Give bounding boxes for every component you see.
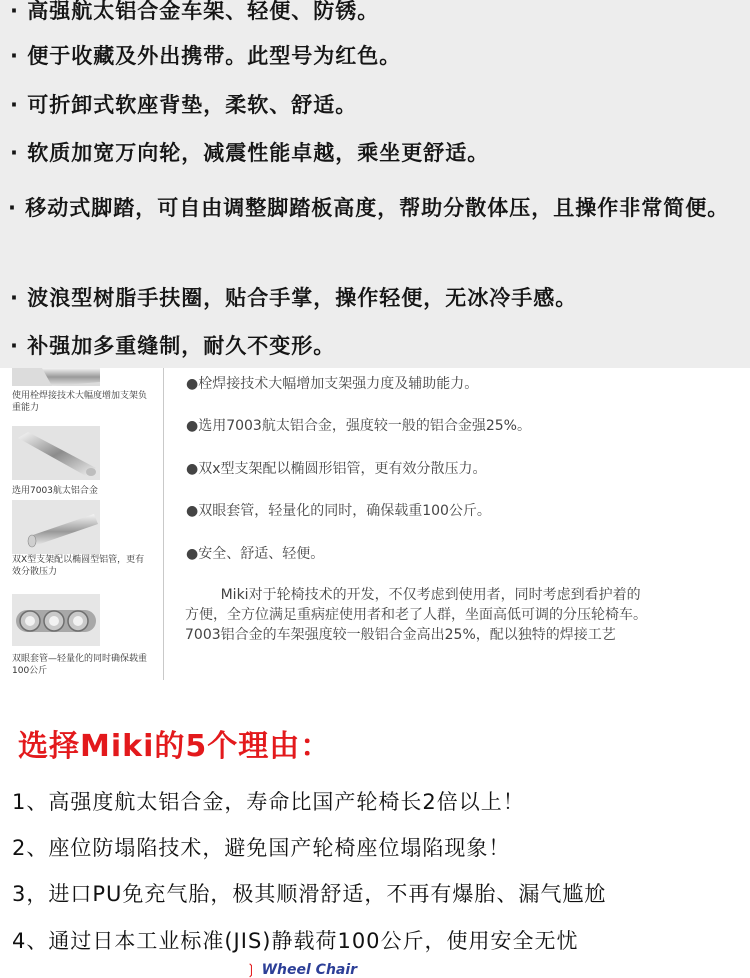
feature-item: · 可折卸式软座背垫，柔软、舒适。 bbox=[10, 93, 358, 117]
feature-item: · 软质加宽万向轮，减震性能卓越，乘坐更舒适。 bbox=[10, 141, 490, 165]
thumbnail-caption: 使用栓焊接技术大幅度增加支架负重能力 bbox=[12, 391, 148, 413]
reason-item: 4、通过日本工业标准(JIS)静载荷100公斤，使用安全无忧 bbox=[12, 929, 579, 953]
oval-tube-icon bbox=[12, 500, 100, 554]
aluminum-tube-icon bbox=[12, 426, 100, 480]
feature-item: · 便于收藏及外出携带。此型号为红色。 bbox=[10, 44, 402, 68]
tech-bullet: ●双x型支架配以椭圆形铝管，更有效分散压力。 bbox=[186, 461, 487, 477]
welded-tube-icon bbox=[12, 368, 100, 386]
vertical-divider bbox=[163, 368, 164, 680]
thumbnail-caption: 选用7003航太铝合金 bbox=[12, 486, 98, 496]
feature-item: · 波浪型树脂手扶圈，贴合手掌，操作轻便，无冰冷手感。 bbox=[10, 286, 578, 310]
brand-logo-text: Wheel Chair bbox=[261, 962, 358, 978]
description-paragraph bbox=[185, 585, 750, 645]
paragraph-line: 方便，全方位满足重病症使用者和老了人群，坐面高低可调的分压轮椅车。 bbox=[185, 607, 647, 623]
tech-section bbox=[0, 368, 750, 690]
paragraph-line: 7003铝合金的车架强度较一般铝合金高出25%，配以独特的焊接工艺 bbox=[185, 627, 616, 643]
reason-item: 1、高强度航太铝合金，寿命比国产轮椅长2倍以上！ bbox=[12, 790, 525, 814]
tech-bullet: ●栓焊接技术大幅增加支架强力度及辅助能力。 bbox=[186, 376, 479, 392]
thumbnail-caption: 双X型支架配以椭圆型铝管，更有效分散压力 bbox=[12, 555, 145, 577]
double-eye-tube-icon bbox=[12, 594, 100, 646]
thumbnail-caption: 双眼套管—轻量化的同时确保载重100公斤 bbox=[12, 654, 148, 676]
reason-item: 2、座位防塌陷技术，避免国产轮椅座位塌陷现象！ bbox=[12, 836, 511, 860]
tech-bullet: ●选用7003航太铝合金，强度较一般的铝合金强25%。 bbox=[186, 418, 531, 434]
thumbnail-column bbox=[0, 368, 150, 690]
brand-logo bbox=[245, 962, 357, 978]
tech-bullet: ●安全、舒适、轻便。 bbox=[186, 546, 325, 562]
feature-item: · 移动式脚踏，可自由调整脚踏板高度，帮助分散体压，且操作非常简便。 bbox=[8, 196, 730, 220]
feature-item: · 高强航太铝合金车架、轻便、防锈。 bbox=[10, 0, 380, 23]
feature-list bbox=[0, 0, 750, 368]
reasons-title: 选择Miki的5个理由： bbox=[18, 729, 332, 764]
paragraph-line: Miki对于轮椅技术的开发，不仅考虑到使用者，同时考虑到看护着的 bbox=[185, 587, 641, 603]
logo-mark-icon: ❳ bbox=[245, 962, 262, 978]
reason-item: 3，进口PU免充气胎，极其顺滑舒适，不再有爆胎、漏气尴尬 bbox=[12, 882, 607, 906]
tech-bullet: ●双眼套管，轻量化的同时，确保载重100公斤。 bbox=[186, 503, 491, 519]
feature-item: · 补强加多重缝制，耐久不变形。 bbox=[10, 334, 336, 358]
